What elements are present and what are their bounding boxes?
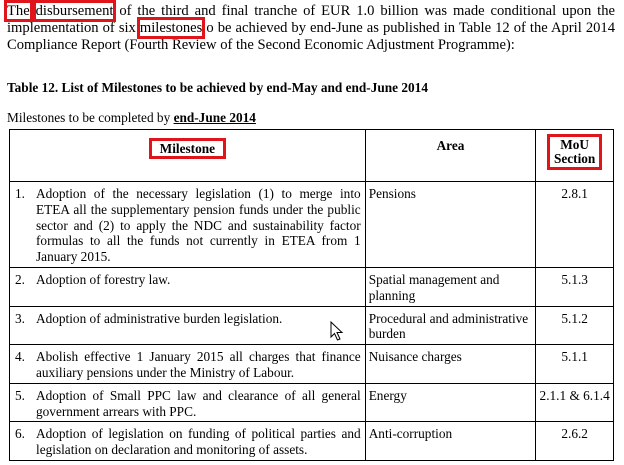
highlight-milestones: milestones [139, 20, 203, 36]
milestones-table [9, 129, 614, 461]
highlight-the: The [7, 3, 30, 19]
mouse-pointer-icon [330, 321, 344, 341]
table-row [10, 182, 614, 268]
milestone-cell [10, 267, 366, 306]
subtitle-deadline: end-June 2014 [173, 110, 256, 125]
subtitle-prefix: Milestones to be completed by [7, 110, 174, 125]
section-cell: 5.1.3 [536, 267, 614, 306]
milestone-text: Adoption of Small PPC law and clearance of all general government arrears with PPC. [36, 387, 361, 419]
table-row [10, 306, 614, 345]
section-cell: 2.8.1 [536, 182, 614, 268]
intro-paragraph [7, 3, 615, 54]
highlight-disbursement: disbursement [35, 3, 114, 19]
milestone-cell [10, 345, 366, 384]
table-row [10, 422, 614, 461]
header-mou-label [547, 134, 602, 170]
table-row [10, 383, 614, 422]
header-area: Area [365, 130, 536, 182]
row-number: 2. [15, 271, 25, 287]
area-cell: Energy [365, 383, 536, 422]
row-number: 3. [15, 310, 25, 326]
milestone-text: Abolish effective 1 January 2015 all charges that finance auxiliary pensions under the Ministry of Labour. [36, 349, 361, 380]
header-mou-line2: Section [553, 151, 596, 166]
section-cell: 2.6.2 [536, 422, 614, 461]
table-row [10, 345, 614, 384]
area-cell: Nuisance charges [365, 345, 536, 384]
milestone-text: Adoption of administrative burden legislation. [36, 310, 283, 326]
milestone-text: Adoption of legislation on funding of political parties and legislation on declaration and monitoring of assets. [36, 426, 361, 458]
area-cell: Spatial management and planning [365, 267, 536, 306]
area-cell: Anti-corruption [365, 422, 536, 461]
intro-text-part2: o be achieved by end-June as published in Table 12 of the April 2014 Compliance Report (Fourth Review of the Second Economic Adjustment Programme): [7, 20, 616, 53]
section-cell: 5.1.2 [536, 306, 614, 345]
milestone-cell [10, 306, 366, 345]
header-milestone-label: Milestone [149, 138, 226, 159]
milestone-cell [10, 383, 366, 422]
area-cell: Procedural and administrative burden [365, 306, 536, 345]
milestone-cell [10, 422, 366, 461]
table-subtitle [7, 110, 256, 126]
table-title: Table 12. List of Milestones to be achieved by end-May and end-June 2014 [7, 80, 428, 95]
table-row [10, 267, 614, 306]
header-milestone [10, 130, 366, 182]
milestone-text: Adoption of the necessary legislation (1) to merge into ETEA all the supplementary pension funds under the public sector and (2) to apply the NDC and sustainability factor formulas to all the funds not currently in ETEA from 1 January 2015. [36, 186, 361, 265]
row-number: 1. [15, 186, 25, 201]
section-cell: 5.1.1 [536, 345, 614, 384]
intro-text-part1: of the third and final tranche of EUR 1.0 billion was made conditional upon the implementation of six [7, 3, 615, 36]
row-number: 4. [15, 349, 25, 365]
milestone-cell [10, 182, 366, 268]
row-number: 6. [15, 426, 25, 442]
area-cell: Pensions [365, 182, 536, 268]
table-header-row [10, 130, 614, 182]
header-mou-line1: MoU [560, 137, 590, 152]
section-cell: 2.1.1 & 6.1.4 [536, 383, 614, 422]
header-mou-section [536, 130, 614, 182]
milestone-text: Adoption of forestry law. [36, 271, 171, 287]
row-number: 5. [15, 387, 25, 403]
